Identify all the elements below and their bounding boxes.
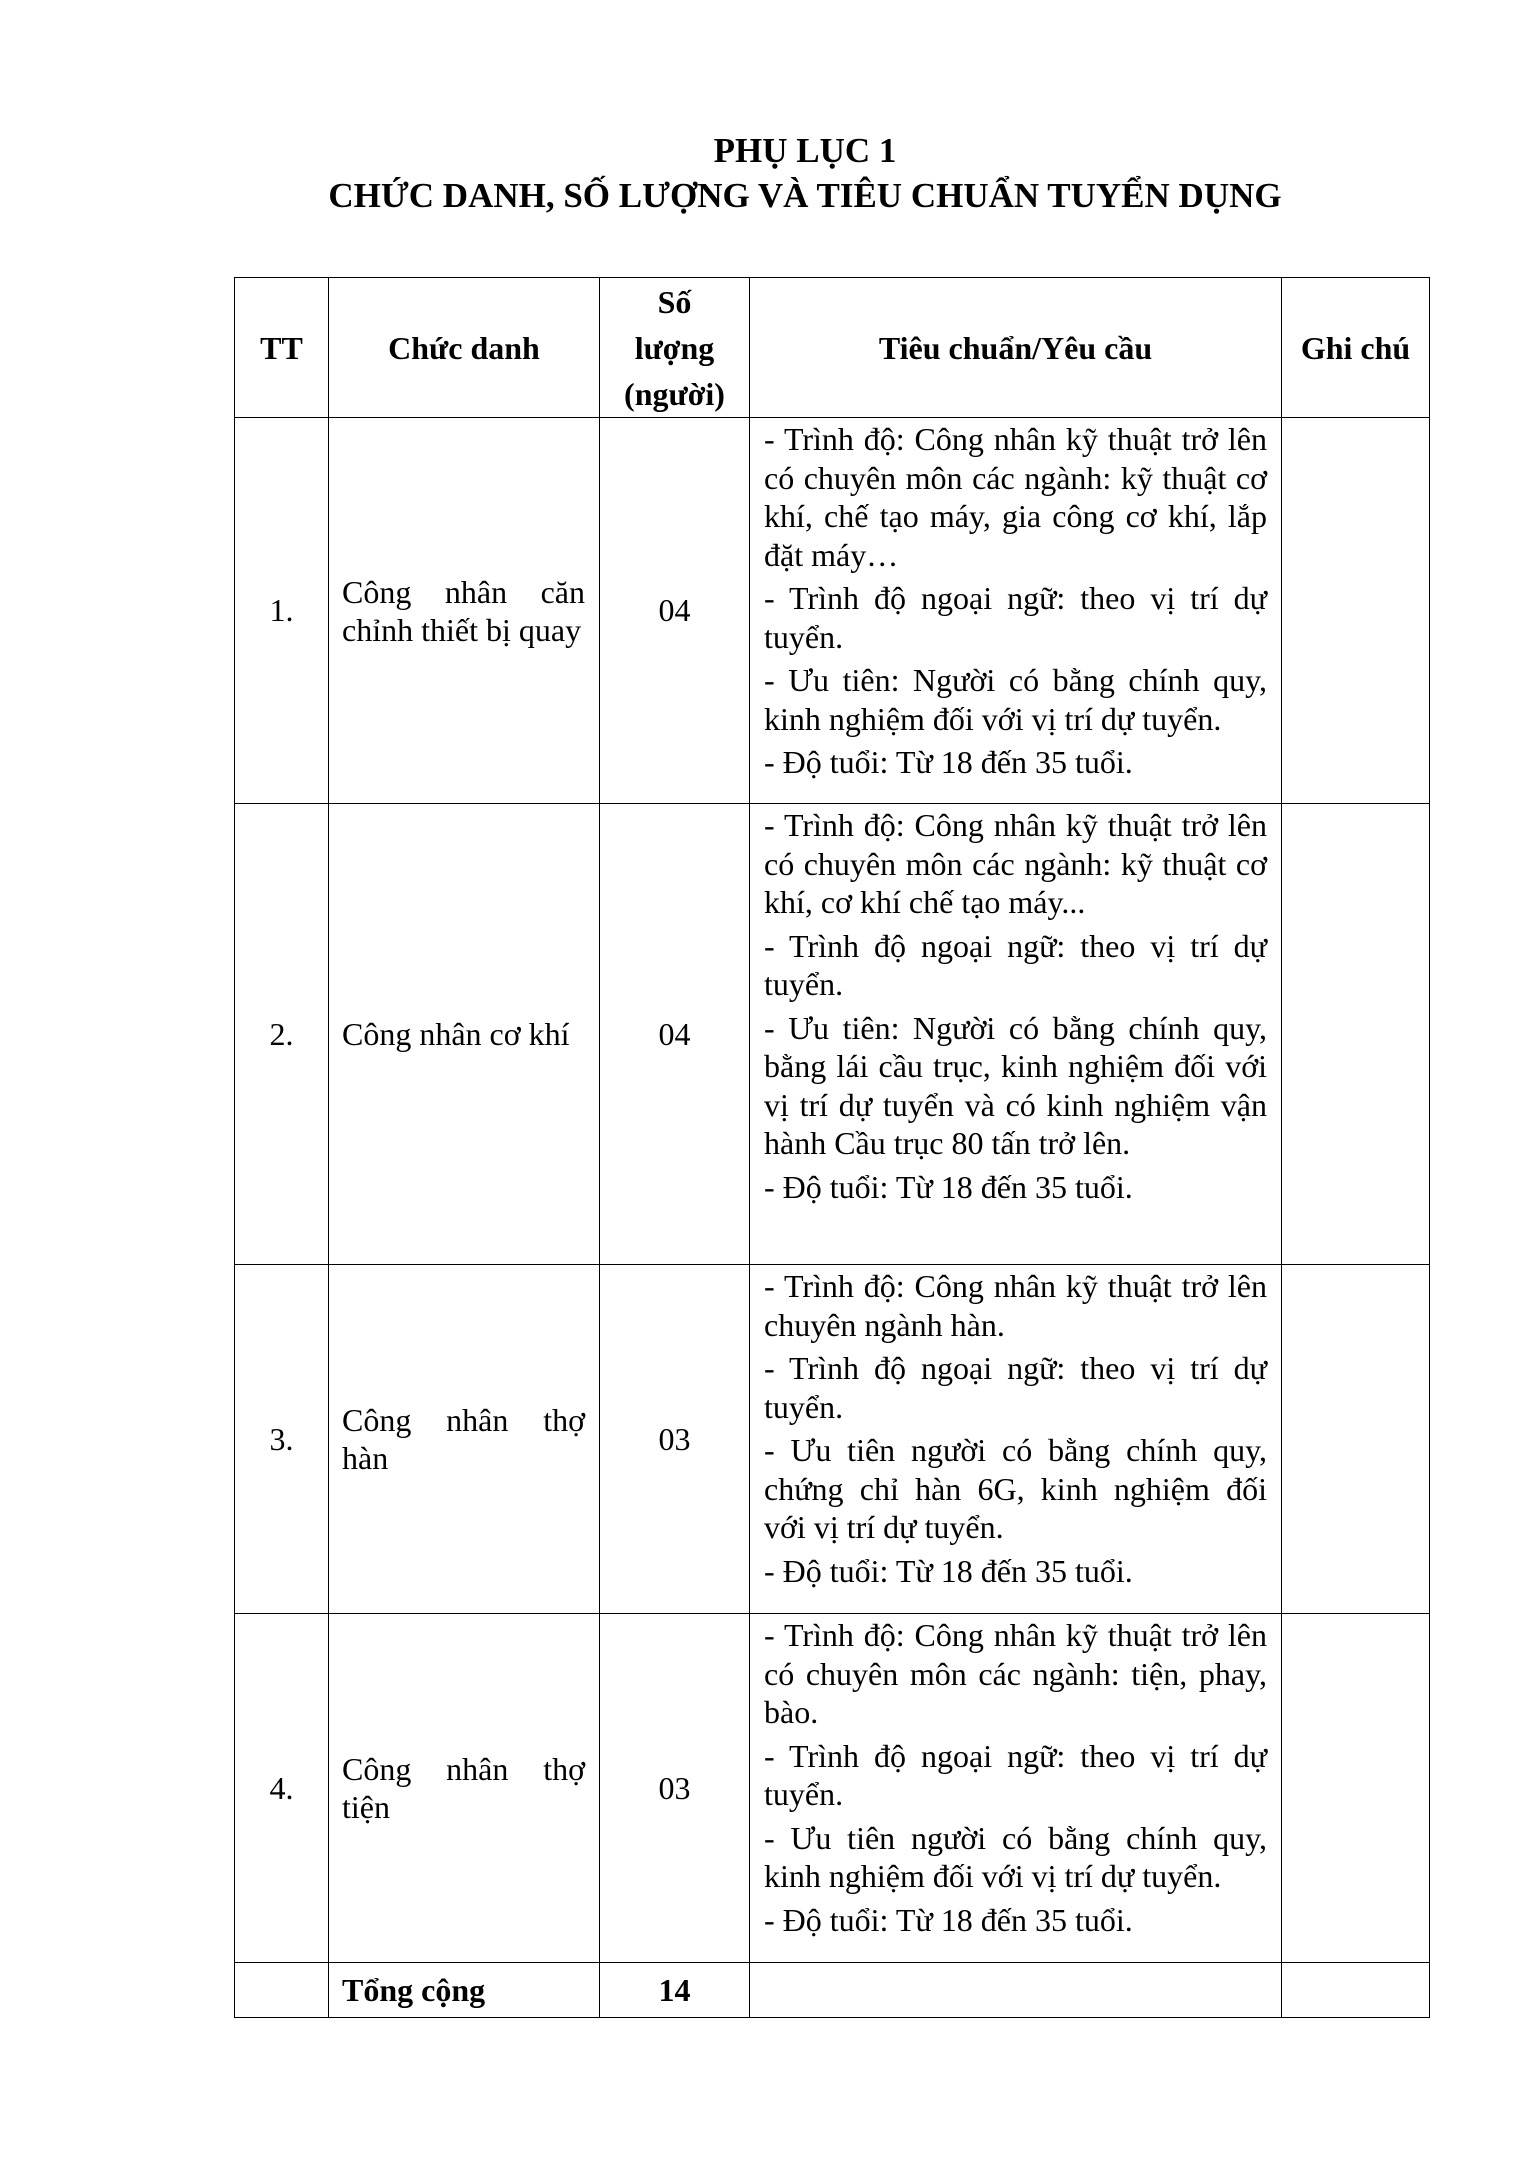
requirement-item: - Độ tuổi: Từ 18 đến 35 tuổi. bbox=[764, 1168, 1133, 1205]
row-quantity: 04 bbox=[600, 418, 750, 804]
document-title bbox=[0, 128, 1528, 218]
requirement-item: - Trình độ: Công nhân kỹ thuật trở lên có chuyên môn các ngành: kỹ thuật cơ khí, cơ khí chế tạo máy... bbox=[764, 807, 1267, 920]
requirement-item: - Trình độ: Công nhân kỹ thuật trở lên có chuyên môn các ngành: kỹ thuật cơ khí, chế tạo máy, gia công cơ khí, lắp đặt máy… bbox=[764, 421, 1267, 573]
requirement-item: - Trình độ: Công nhân kỹ thuật trở lên có chuyên môn các ngành: tiện, phay, bào. bbox=[764, 1617, 1267, 1730]
table-row bbox=[235, 418, 1430, 804]
requirement-item: - Độ tuổi: Từ 18 đến 35 tuổi. bbox=[764, 1901, 1133, 1938]
header-notes: Ghi chú bbox=[1282, 278, 1430, 418]
header-quantity-line3: (người) bbox=[624, 375, 725, 412]
total-notes bbox=[1282, 1963, 1430, 2018]
requirement-item: - Ưu tiên người có bằng chính quy, chứng chỉ hàn 6G, kinh nghiệm đối với vị trí dự tuyển. bbox=[764, 1432, 1267, 1545]
table-row bbox=[235, 1614, 1430, 1963]
header-position: Chức danh bbox=[329, 278, 600, 418]
total-row bbox=[235, 1963, 1430, 2018]
requirement-item: - Trình độ ngoại ngữ: theo vị trí dự tuyển. bbox=[764, 927, 1267, 1002]
row-position: Công nhân cơ khí bbox=[329, 804, 600, 1265]
requirement-item: - Trình độ: Công nhân kỹ thuật trở lên chuyên ngành hàn. bbox=[764, 1268, 1267, 1343]
row-tt: 1. bbox=[235, 418, 329, 804]
row-requirements bbox=[750, 1614, 1282, 1963]
header-quantity bbox=[600, 278, 750, 418]
title-line-2: CHỨC DANH, SỐ LƯỢNG VÀ TIÊU CHUẨN TUYỂN DỤNG bbox=[328, 176, 1282, 215]
header-tt: TT bbox=[235, 278, 329, 418]
title-line-1: PHỤ LỤC 1 bbox=[713, 131, 897, 170]
row-notes bbox=[1282, 1265, 1430, 1614]
header-quantity-line2: lượng bbox=[634, 329, 715, 366]
requirement-item: - Độ tuổi: Từ 18 đến 35 tuổi. bbox=[764, 1552, 1133, 1589]
row-quantity: 03 bbox=[600, 1265, 750, 1614]
row-tt: 3. bbox=[235, 1265, 329, 1614]
table-row bbox=[235, 804, 1430, 1265]
row-notes bbox=[1282, 418, 1430, 804]
row-notes bbox=[1282, 804, 1430, 1265]
table-row bbox=[235, 1265, 1430, 1614]
row-requirements bbox=[750, 1265, 1282, 1614]
row-requirements bbox=[750, 804, 1282, 1265]
recruitment-table bbox=[234, 277, 1430, 2018]
row-position: Công nhân căn chỉnh thiết bị quay bbox=[329, 418, 600, 804]
requirement-item: - Ưu tiên: Người có bằng chính quy, kinh nghiệm đối với vị trí dự tuyển. bbox=[764, 662, 1267, 737]
row-requirements bbox=[750, 418, 1282, 804]
row-position: Công nhân thợ hàn bbox=[329, 1265, 600, 1614]
row-notes bbox=[1282, 1614, 1430, 1963]
requirement-item: - Trình độ ngoại ngữ: theo vị trí dự tuyển. bbox=[764, 1350, 1267, 1425]
requirement-item: - Độ tuổi: Từ 18 đến 35 tuổi. bbox=[764, 744, 1133, 780]
requirement-item: - Trình độ ngoại ngữ: theo vị trí dự tuyển. bbox=[764, 1737, 1267, 1812]
total-label: Tổng cộng bbox=[329, 1963, 600, 2018]
requirement-item: - Ưu tiên người có bằng chính quy, kinh nghiệm đối với vị trí dự tuyển. bbox=[764, 1819, 1267, 1894]
header-requirements: Tiêu chuẩn/Yêu cầu bbox=[750, 278, 1282, 418]
header-quantity-line1: Số bbox=[657, 283, 692, 320]
table-header-row bbox=[235, 278, 1430, 418]
row-tt: 4. bbox=[235, 1614, 329, 1963]
row-position: Công nhân thợ tiện bbox=[329, 1614, 600, 1963]
row-quantity: 03 bbox=[600, 1614, 750, 1963]
requirement-item: - Trình độ ngoại ngữ: theo vị trí dự tuyển. bbox=[764, 580, 1267, 655]
row-tt: 2. bbox=[235, 804, 329, 1265]
total-quantity: 14 bbox=[600, 1963, 750, 2018]
requirement-item: - Ưu tiên: Người có bằng chính quy, bằng lái cầu trục, kinh nghiệm đối với vị trí dự tuyển và có kinh nghiệm vận hành Cầu trục 80 tấn trở lên. bbox=[764, 1009, 1267, 1161]
total-requirements bbox=[750, 1963, 1282, 2018]
total-tt bbox=[235, 1963, 329, 2018]
row-quantity: 04 bbox=[600, 804, 750, 1265]
